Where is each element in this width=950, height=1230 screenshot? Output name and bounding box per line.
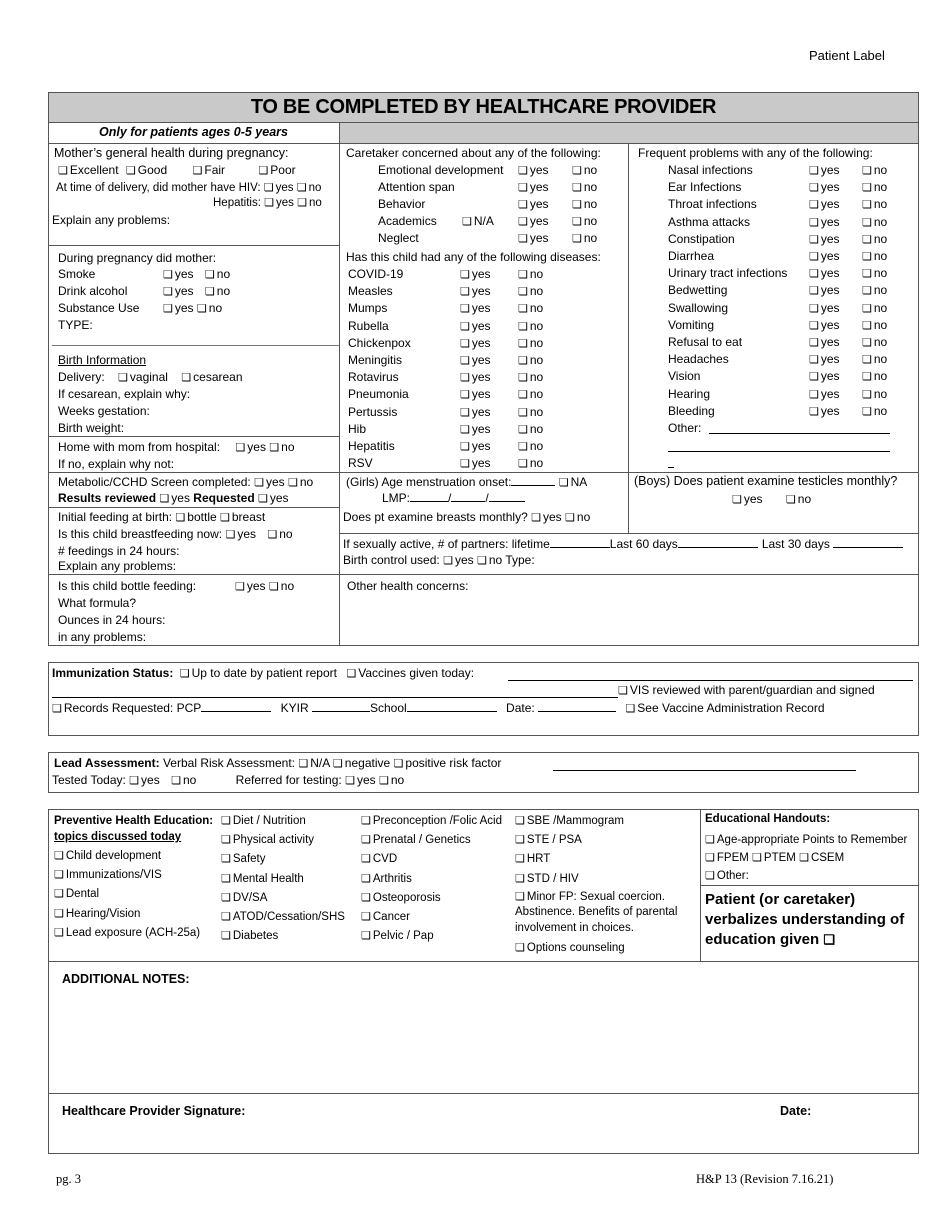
problem-ear-infections-no[interactable]: ❏ no [862,180,887,194]
problem-diarrhea-label: Diarrhea [668,249,715,263]
disease-hib-yes[interactable]: ❏ yes [460,422,491,436]
breastfeeding-no[interactable]: ❏ no [267,527,292,541]
concern-academics-na[interactable]: ❏ N/A [462,214,494,228]
problem-hearing-yes[interactable]: ❏ yes [809,387,840,401]
menstruation-na[interactable]: ❏ NA [559,475,588,489]
edu-hrt-checkbox[interactable]: ❏ HRT [515,852,550,865]
concern-neglect-label: Neglect [378,231,419,245]
fpem-checkbox[interactable]: ❏ FPEM [705,852,749,864]
concern-academics-label: Academics [378,214,437,228]
home-yes[interactable]: ❏ yes [235,440,266,454]
results-reviewed-label: Results reviewed [58,491,157,505]
edu-cvd-checkbox[interactable]: ❏ CVD [361,852,397,865]
problem-swallowing-yes[interactable]: ❏ yes [809,301,840,315]
problem-nasal-infections-no[interactable]: ❏ no [862,163,887,177]
problem-constipation-label: Constipation [668,231,735,246]
good-checkbox[interactable]: ❏ Good [126,163,167,177]
tested-yes[interactable]: ❏ yes [129,773,160,787]
in-any-label: in any problems: [58,630,147,644]
last60-label: Last 60 days [609,537,678,551]
tested-label: Tested Today: [52,773,126,787]
problem-hearing-no[interactable]: ❏ no [862,387,887,401]
edu-sbe-mammogram-checkbox[interactable]: ❏ SBE /Mammogram [515,814,624,827]
see-vaccine-checkbox[interactable]: ❏ See Vaccine Administration Record [625,701,824,715]
edu-mental-health-checkbox[interactable]: ❏ Mental Health [221,872,304,885]
bottle-feeding-no[interactable]: ❏ no [269,579,294,593]
patient-label: Patient Label [809,48,885,63]
problem-bleeding-label: Bleeding [668,403,715,418]
disease-hepatitis-yes[interactable]: ❏ yes [460,439,491,453]
problem-vomiting-yes[interactable]: ❏ yes [809,318,840,332]
disease-pneumonia-yes[interactable]: ❏ yes [460,387,491,401]
edu-pelvic-pap-checkbox[interactable]: ❏ Pelvic / Pap [361,929,434,942]
substance-no[interactable]: ❏ no [197,301,222,315]
weeks-label: Weeks gestation: [58,404,150,418]
concern-neglect-yes[interactable]: ❏ yes [518,231,549,245]
metabolic-no[interactable]: ❏ no [288,475,313,489]
hep-yes[interactable]: ❏ yes [264,197,294,209]
girls-label: (Girls) Age menstruation onset: [346,475,512,489]
problem-swallowing-label: Swallowing [668,300,729,315]
if-cesarean-label: If cesarean, explain why: [58,387,191,401]
problem-ear-infections-label: Ear Infections [668,180,742,195]
disease-pertussis-label: Pertussis [348,404,398,419]
problem-throat-infections-yes[interactable]: ❏ yes [809,197,840,211]
drink-label: Drink alcohol [58,284,128,298]
frequent-problems-label: Frequent problems with any of the following: [638,146,873,160]
edu-arthritis-checkbox[interactable]: ❏ Arthritis [361,872,412,885]
problem-bleeding-yes[interactable]: ❏ yes [809,404,840,418]
problem-throat-infections-label: Throat infections [668,197,757,212]
edu-dental-checkbox[interactable]: ❏ Dental [54,887,99,900]
edu-preconception-folic-acid-checkbox[interactable]: ❏ Preconception /Folic Acid [361,814,502,827]
breasts-yes[interactable]: ❏ yes [531,510,562,524]
bottle-checkbox[interactable]: ❏ bottle [175,510,216,524]
title-bar [48,92,919,123]
results-yes[interactable]: ❏ yes [159,491,190,505]
metabolic-label: Metabolic/CCHD Screen completed: [58,475,251,489]
signature-date-label: Date: [780,1104,812,1118]
edu-diet-nutrition-checkbox[interactable]: ❏ Diet / Nutrition [221,814,306,827]
edu-hearing-vision-checkbox[interactable]: ❏ Hearing/Vision [54,907,140,920]
if-no-label: If no, explain why not: [58,457,175,471]
sexually-label: If sexually active, # of partners: lifetime [343,537,550,551]
requested-label: Requested [193,491,255,505]
lmp-label: LMP: [382,491,411,505]
breastfeeding-now-label: Is this child breastfeeding now: [58,527,223,541]
problem-diarrhea-no[interactable]: ❏ no [862,249,887,263]
disease-chickenpox-no[interactable]: ❏ no [518,336,543,350]
problem-diarrhea-yes[interactable]: ❏ yes [809,249,840,263]
disease-rotavirus-label: Rotavirus [348,370,399,385]
problem-urinary-tract-infections-yes[interactable]: ❏ yes [809,266,840,280]
edu-ste-psa-checkbox[interactable]: ❏ STE / PSA [515,833,582,846]
hepatitis-label: Hepatitis: [213,197,261,209]
disease-rsv-yes[interactable]: ❏ yes [460,456,491,470]
home-with-mom-label: Home with mom from hospital: [58,440,221,454]
home-no[interactable]: ❏ no [269,440,294,454]
problem-constipation-no[interactable]: ❏ no [862,232,887,246]
problem-bedwetting-label: Bedwetting [668,283,728,298]
concern-academics-no[interactable]: ❏ no [572,214,597,228]
referred-no[interactable]: ❏ no [379,773,404,787]
problem-throat-infections-no[interactable]: ❏ no [862,197,887,211]
date-label: Date: [506,701,535,715]
last30-label: Last 30 days [761,537,830,551]
disease-measles-no[interactable]: ❏ no [518,284,543,298]
edu-child-development-checkbox[interactable]: ❏ Child development [54,849,161,862]
tested-no[interactable]: ❏ no [171,773,196,787]
concern-emotional-development-label: Emotional development [378,163,504,177]
age-appropriate-checkbox[interactable]: ❏ Age-appropriate Points to Remember [705,834,907,846]
bottle-feeding-label: Is this child bottle feeding: [58,579,197,593]
problem-asthma-attacks-yes[interactable]: ❏ yes [809,215,840,229]
other-health-label: Other health concerns: [347,579,469,593]
form-revision: H&P 13 (Revision 7.16.21) [696,1172,834,1186]
disease-hepatitis-label: Hepatitis [348,439,395,453]
vis-checkbox[interactable]: ❏ VIS reviewed with parent/guardian and signed [618,683,875,697]
requested-yes[interactable]: ❏ yes [258,491,289,505]
verbalize-checkbox[interactable]: ❏ [823,932,836,947]
verbal-label: Verbal Risk Assessment: [162,756,296,770]
disease-covid-19-no[interactable]: ❏ no [518,267,543,281]
substance-yes[interactable]: ❏ yes [163,301,194,315]
birth-control-yes[interactable]: ❏ yes [443,553,474,567]
disease-mumps-yes[interactable]: ❏ yes [460,301,491,315]
poor-checkbox[interactable]: ❏ Poor [258,163,295,177]
birth-info-heading: Birth Information [58,353,147,367]
birth-control-no[interactable]: ❏ no [477,553,502,567]
fair-checkbox[interactable]: ❏ Fair [193,163,226,177]
vaginal-checkbox[interactable]: ❏ vaginal [118,370,168,384]
problem-nasal-infections-yes[interactable]: ❏ yes [809,163,840,177]
verbalize-line3: education given [705,931,820,948]
breast-checkbox[interactable]: ❏ breast [220,510,265,524]
breasts-no[interactable]: ❏ no [565,510,590,524]
disease-covid-19-label: COVID-19 [348,267,404,281]
drink-no[interactable]: ❏ no [205,284,230,298]
disease-rotavirus-no[interactable]: ❏ no [518,370,543,384]
signature-label: Healthcare Provider Signature: [62,1104,246,1118]
feedings-label: # feedings in 24 hours: [58,544,180,558]
initial-feeding-label: Initial feeding at birth: [58,510,173,524]
smoke-yes[interactable]: ❏ yes [163,267,194,281]
disease-chickenpox-label: Chickenpox [348,335,411,350]
lead-negative[interactable]: ❏ negative [333,756,390,770]
edu-atod-cessation-shs-checkbox[interactable]: ❏ ATOD/Cessation/SHS [221,910,345,923]
problem-asthma-attacks-no[interactable]: ❏ no [862,215,887,229]
edu-dv-sa-checkbox[interactable]: ❏ DV/SA [221,891,267,904]
edu-prenatal-genetics-checkbox[interactable]: ❏ Prenatal / Genetics [361,833,471,846]
lead-positive[interactable]: ❏ positive risk factor [394,756,502,770]
bottle-feeding-yes[interactable]: ❏ yes [235,579,266,593]
header-strip [340,123,918,143]
records-pcp-checkbox[interactable]: ❏ Records Requested: PCP [52,701,201,715]
up-to-date-checkbox[interactable]: ❏ Up to date by patient report [180,666,337,680]
other-problem-label: Other: [668,421,702,435]
problem-hearing-label: Hearing [668,386,711,401]
disease-rsv-label: RSV [348,456,373,471]
diseases-label: Has this child had any of the following diseases: [346,250,601,264]
during-preg-label: During pregnancy did mother: [58,251,217,265]
edu-safety-checkbox[interactable]: ❏ Safety [221,852,265,865]
substance-label: Substance Use [58,301,140,315]
preventive-label: Preventive Health Education: [54,815,214,827]
disease-chickenpox-yes[interactable]: ❏ yes [460,336,491,350]
concern-attention-span-label: Attention span [378,180,455,194]
problem-refusal-to-eat-no[interactable]: ❏ no [862,335,887,349]
explain2-label: Explain any problems: [58,559,177,573]
smoke-no[interactable]: ❏ no [205,267,230,281]
concern-behavior-yes[interactable]: ❏ yes [518,197,549,211]
age-subhead: Only for patients ages 0-5 years [99,125,288,139]
hiv-no[interactable]: ❏ no [297,182,322,194]
disease-rubella-label: Rubella [348,318,389,333]
concern-attention-span-no[interactable]: ❏ no [572,180,597,194]
disease-measles-label: Measles [348,284,393,299]
mother-health-label: Mother’s general health during pregnancy: [54,146,289,160]
metabolic-yes[interactable]: ❏ yes [254,475,285,489]
lead-label: Lead Assessment: [54,756,160,770]
birth-control-type: Type: [505,553,535,567]
excellent-checkbox[interactable]: ❏ Excellent [58,163,119,177]
edu-lead-exposure-ach-25a-checkbox[interactable]: ❏ Lead exposure (ACH-25a) [54,926,200,939]
concern-behavior-label: Behavior [378,197,426,211]
verbalize-line1: Patient (or caretaker) [705,891,856,908]
edu-diabetes-checkbox[interactable]: ❏ Diabetes [221,929,278,942]
birth-weight-label: Birth weight: [58,421,125,435]
disease-rubella-yes[interactable]: ❏ yes [460,319,491,333]
edu-immunizations-vis-checkbox[interactable]: ❏ Immunizations/VIS [54,868,162,881]
problem-ear-infections-yes[interactable]: ❏ yes [809,180,840,194]
concern-academics-yes[interactable]: ❏ yes [518,214,549,228]
vaccines-today-checkbox[interactable]: ❏ Vaccines given today: [346,666,474,680]
page-number: pg. 3 [56,1172,81,1186]
drink-yes[interactable]: ❏ yes [163,284,194,298]
hep-no[interactable]: ❏ no [297,197,322,209]
problem-swallowing-no[interactable]: ❏ no [862,301,887,315]
ptem-checkbox[interactable]: ❏ PTEM [752,852,796,864]
kyir-label: KYIR [280,701,309,715]
problem-bleeding-no[interactable]: ❏ no [862,404,887,418]
type-label: TYPE: [58,318,93,332]
hiv-label: At time of delivery, did mother have HIV: [56,182,261,194]
problem-vision-yes[interactable]: ❏ yes [809,369,840,383]
disease-meningitis-no[interactable]: ❏ no [518,353,543,367]
additional-notes-label: ADDITIONAL NOTES: [62,972,190,986]
disease-mumps-label: Mumps [348,301,388,316]
problem-urinary-tract-infections-no[interactable]: ❏ no [862,266,887,280]
formula-label: What formula? [58,596,137,610]
school-label: School [369,701,407,715]
problem-constipation-yes[interactable]: ❏ yes [809,232,840,246]
problem-headaches-yes[interactable]: ❏ yes [809,352,840,366]
disease-hib-no[interactable]: ❏ no [518,422,543,436]
explain-label: Explain any problems: [52,213,171,227]
cesarean-checkbox[interactable]: ❏ cesarean [181,370,242,384]
disease-rotavirus-yes[interactable]: ❏ yes [460,370,491,384]
smoke-label: Smoke [58,267,96,281]
handouts-label: Educational Handouts: [705,813,831,825]
immunization-label: Immunization Status: [52,666,174,680]
disease-mumps-no[interactable]: ❏ no [518,301,543,315]
minor-fp-line3: involvement in choices. [515,922,634,934]
problem-vomiting-no[interactable]: ❏ no [862,318,887,332]
edu-osteoporosis-checkbox[interactable]: ❏ Osteoporosis [361,891,441,904]
edu-std-hiv-checkbox[interactable]: ❏ STD / HIV [515,872,579,885]
concern-neglect-no[interactable]: ❏ no [572,231,597,245]
referred-yes[interactable]: ❏ yes [345,773,376,787]
disease-pneumonia-label: Pneumonia [348,387,409,402]
testicles-no[interactable]: ❏ no [786,492,811,506]
disease-hib-label: Hib [348,421,367,436]
problem-asthma-attacks-label: Asthma attacks [668,214,751,229]
problem-bedwetting-no[interactable]: ❏ no [862,283,887,297]
verbalize-line2: verbalizes understanding of [705,911,905,928]
handout-other-checkbox[interactable]: ❏ Other: [705,870,749,882]
concern-behavior-no[interactable]: ❏ no [572,197,597,211]
form-title: TO BE COMPLETED BY HEALTHCARE PROVIDER [250,96,717,118]
problem-headaches-no[interactable]: ❏ no [862,352,887,366]
breastfeeding-yes[interactable]: ❏ yes [225,527,256,541]
birth-control-label: Birth control used: [343,553,440,567]
disease-covid-19-yes[interactable]: ❏ yes [460,267,491,281]
disease-pneumonia-no[interactable]: ❏ no [518,387,543,401]
problem-refusal-to-eat-yes[interactable]: ❏ yes [809,335,840,349]
breasts-label: Does pt examine breasts monthly? [343,510,528,524]
concern-emotional-development-no[interactable]: ❏ no [572,163,597,177]
ounces-label: Ounces in 24 hours: [58,613,166,627]
referred-label: Referred for testing: [235,773,342,787]
hiv-yes[interactable]: ❏ yes [264,182,294,194]
problem-refusal-to-eat-label: Refusal to eat [668,335,743,349]
disease-rsv-no[interactable]: ❏ no [518,456,543,470]
disease-rubella-no[interactable]: ❏ no [518,319,543,333]
csem-checkbox[interactable]: ❏ CSEM [799,852,844,864]
edu-cancer-checkbox[interactable]: ❏ Cancer [361,910,410,923]
problem-vision-no[interactable]: ❏ no [862,369,887,383]
options-counseling-checkbox[interactable]: ❏ Options counseling [515,942,625,954]
boys-label: (Boys) Does patient examine testicles monthly? [634,474,898,488]
disease-pertussis-yes[interactable]: ❏ yes [460,405,491,419]
topics-label: topics discussed today [54,831,182,843]
testicles-yes[interactable]: ❏ yes [732,492,763,506]
delivery-label: Delivery: [58,370,105,384]
caretaker-label: Caretaker concerned about any of the following: [346,146,601,160]
disease-hepatitis-no[interactable]: ❏ no [518,439,543,453]
disease-measles-yes[interactable]: ❏ yes [460,284,491,298]
problem-urinary-tract-infections-label: Urinary tract infections [668,266,788,281]
lead-na[interactable]: ❏ N/A [298,756,329,770]
smoke-row [58,267,95,281]
disease-meningitis-label: Meningitis [348,353,403,367]
minor-fp-checkbox[interactable]: ❏ Minor FP: Sexual coercion. [515,891,665,903]
concern-attention-span-yes[interactable]: ❏ yes [518,180,549,194]
concern-emotional-development-yes[interactable]: ❏ yes [518,163,549,177]
edu-physical-activity-checkbox[interactable]: ❏ Physical activity [221,833,314,846]
minor-fp-line2: Abstinence. Benefits of parental [515,906,678,918]
problem-bedwetting-yes[interactable]: ❏ yes [809,283,840,297]
problem-vision-label: Vision [668,369,701,384]
disease-pertussis-no[interactable]: ❏ no [518,405,543,419]
problem-headaches-label: Headaches [668,352,729,367]
problem-nasal-infections-label: Nasal infections [668,163,753,177]
problem-vomiting-label: Vomiting [668,317,715,332]
disease-meningitis-yes[interactable]: ❏ yes [460,353,491,367]
